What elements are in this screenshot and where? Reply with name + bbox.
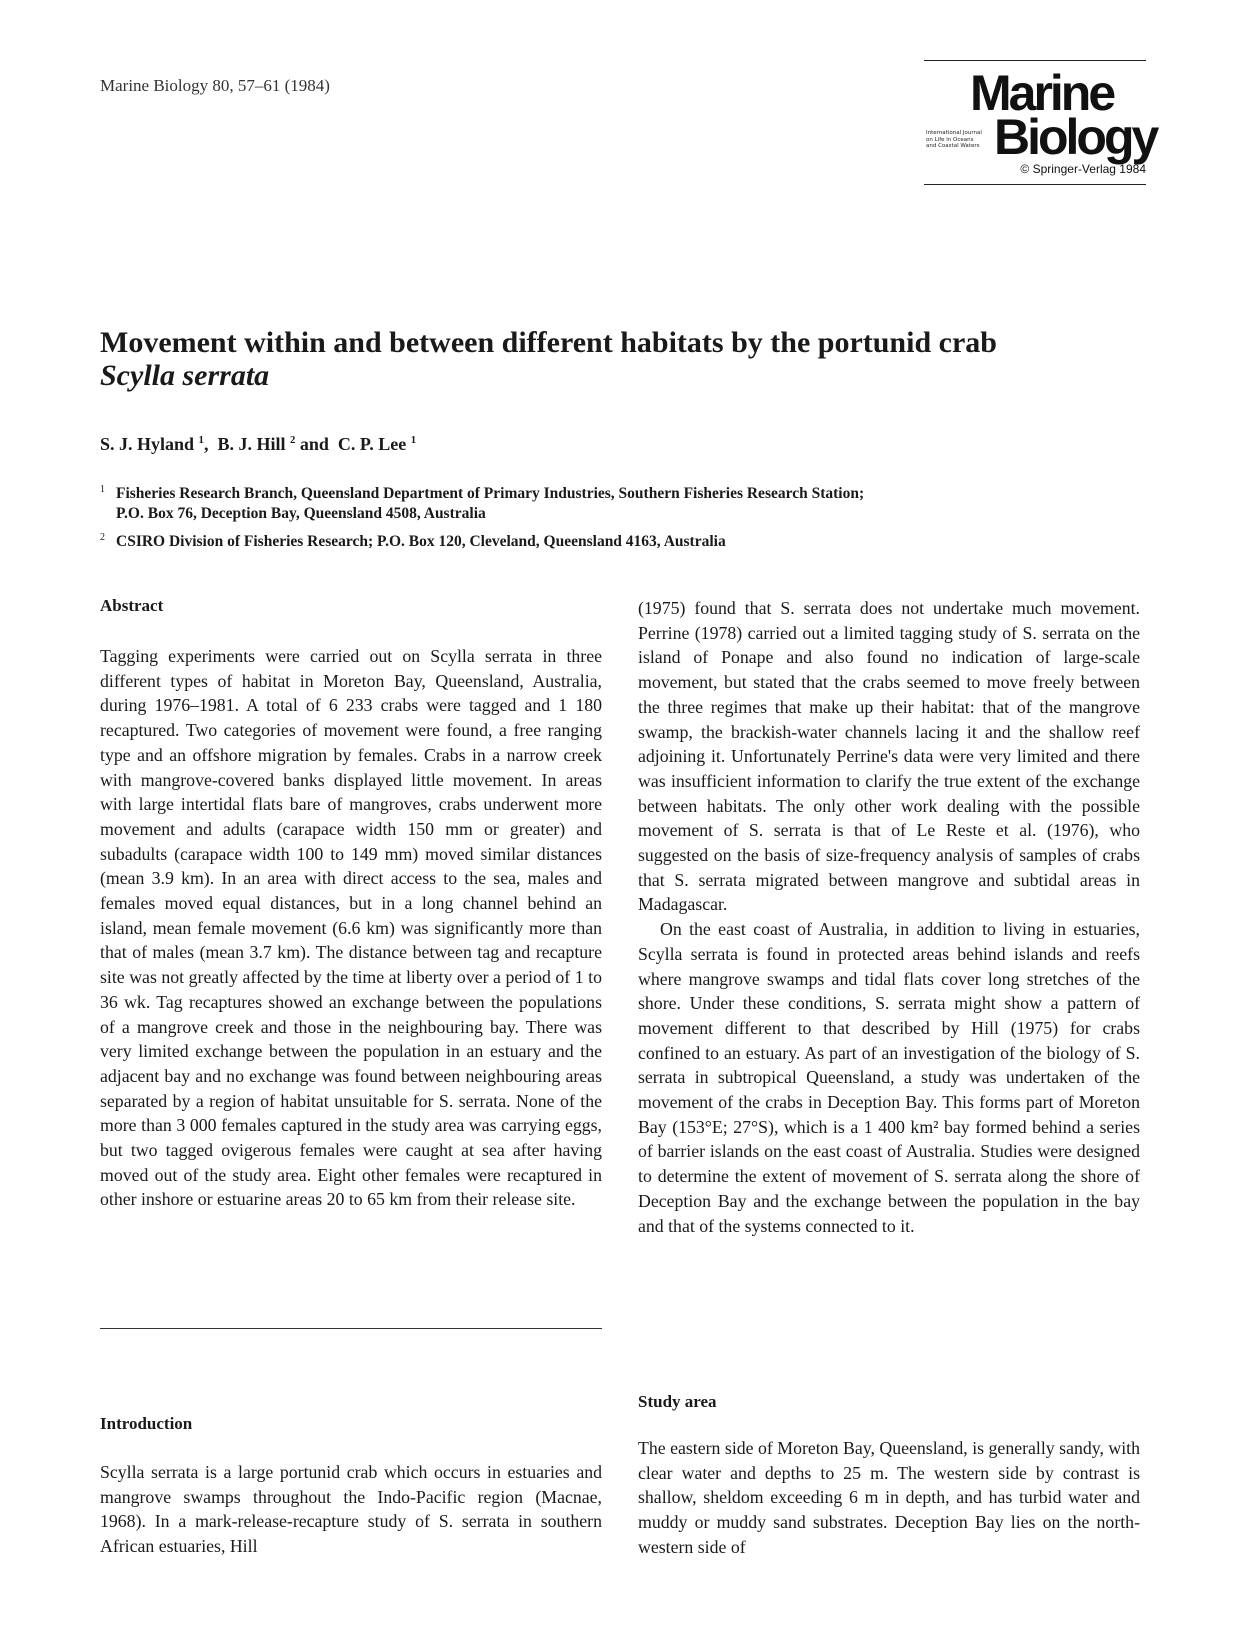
right-column-text [638, 596, 1140, 1238]
abstract-divider [100, 1328, 602, 1329]
study-area-text: The eastern side of Moreton Bay, Queensland, is generally sandy, with clear water and depths to 25 m. The western side by contrast is shallow, sheldom exceeding 6 m in depth, and has turbid water and muddy or muddy sand substrates. Deception Bay lies on the north-western side of [638, 1438, 1140, 1557]
author-name: B. J. Hill [217, 434, 286, 454]
logo-tagline: International Journal on Life in Oceans and Coastal Waters [926, 130, 982, 149]
logo-top-rule [924, 60, 1146, 61]
author-list: S. J. Hyland $^1$, B. J. Hill $^2$ and C. P. Lee $^1$ [100, 434, 417, 454]
abstract-heading: Abstract [100, 596, 164, 615]
study-area-heading: Study area [638, 1392, 717, 1411]
logo-word-marine: Marine [970, 65, 1114, 121]
copyright: © Springer-Verlag 1984 [1020, 162, 1146, 176]
logo-bottom-rule [924, 184, 1146, 185]
logo-word-biology: Biology [994, 109, 1157, 165]
abstract-text: Tagging experiments were carried out on Scylla serrata in three different types of habitat in Moreton Bay, Queensland, Australia, during 1976–1981. A total of 6 233 crabs were tagged and 1 180 recaptured. Two categories of movement were found, a free ranging type and an offshore migration by females. Crabs in a narrow creek with mangrove-covered banks displayed little movement. In areas with large intertidal flats bare of mangroves, crabs underwent more movement and adults (carapace width 150 mm or greater) and subadults (carapace width 100 to 149 mm) moved similar distances (mean 3.9 km). In an area with direct access to the sea, males and females moved equal distances, but in a long channel behind an island, mean female movement (6.6 km) was significantly more than that of males (mean 3.7 km). The distance between tag and recapture site was not greatly affected by the time at liberty over a period of 1 to 36 wk. Tag recaptures showed an exchange between the populations of a mangrove creek and those in the neighbouring bay. There was very limited exchange between the population in an estuary and the adjacent bay and no exchange was found between neighbouring areas separated by a region of habitat unsuitable for S. serrata. None of the more than 3 000 females captured in the study area was carrying eggs, but two tagged ovigerous females were caught at sea after having moved out of the study area. Eight other females were recaptured in other inshore or estuarine areas 20 to 65 km from their release site. [100, 646, 602, 1210]
species-name: Scylla serrata [100, 359, 270, 392]
introduction-text: Scylla serrata is a large portunid crab which occurs in estuaries and mangrove swamps throughout the Indo-Pacific region (Macnae, 1968). In a mark-release-recapture study of S. serrata in southern African estuaries, Hill [100, 1462, 602, 1557]
affiliation-1: 1 Fisheries Research Branch, Queensland Department of Primary Industries, Southern Fisheries Research Station; P.O. Box 76, Deception Bay, Queensland 4508, Australia [100, 484, 865, 522]
paragraph: On the east coast of Australia, in addition to living in estuaries, Scylla serrata is found in protected areas behind islands and reefs where mangrove swamps and tidal flats cover long stretches of the shore. Under these conditions, S. serrata might show a pattern of movement different to that described by Hill (1975) for crabs confined to an estuary. As part of an investigation of the biology of S. serrata in subtropical Queensland, a study was undertaken of the movement of the crabs in Deception Bay. This forms part of Moreton Bay (153°E; 27°S), which is a 1 400 km² bay formed behind a series of barrier islands on the east coast of Australia. Studies were designed to determine the extent of movement of S. serrata along the shore of Deception Bay and the exchange between the population in the bay and that of the systems connected to it. [638, 919, 1140, 1236]
journal-logo [924, 60, 1157, 190]
author-name: C. P. Lee [337, 434, 407, 454]
affiliation-2: 2 CSIRO Division of Fisheries Research; P.O. Box 120, Cleveland, Queensland 4163, Australia [100, 532, 726, 550]
article-title: Movement within and between different habitats by the portunid crab Scylla serrata [100, 326, 1160, 392]
author-name: S. J. Hyland [100, 434, 195, 454]
introduction-heading: Introduction [100, 1414, 193, 1433]
paragraph: (1975) found that S. serrata does not undertake much movement. Perrine (1978) carried out a limited tagging study of S. serrata on the island of Ponape and also found no indication of large-scale movement, but stated that the crabs seemed to move freely between the three regimes that make up their habitat: that of the mangrove swamp, the brackish-water channels lacing it and the shallow reef adjoining it. Unfortunately Perrine's data were very limited and there was insufficient information to clarify the true extent of the exchange between habitats. The only other work dealing with the possible movement of S. serrata is that of Le Reste et al. (1976), who suggested on the basis of size-frequency analysis of samples of crabs that S. serrata migrated between mangrove and subtidal areas in Madagascar. [638, 598, 1140, 915]
journal-citation: Marine Biology 80, 57–61 (1984) [100, 76, 330, 95]
